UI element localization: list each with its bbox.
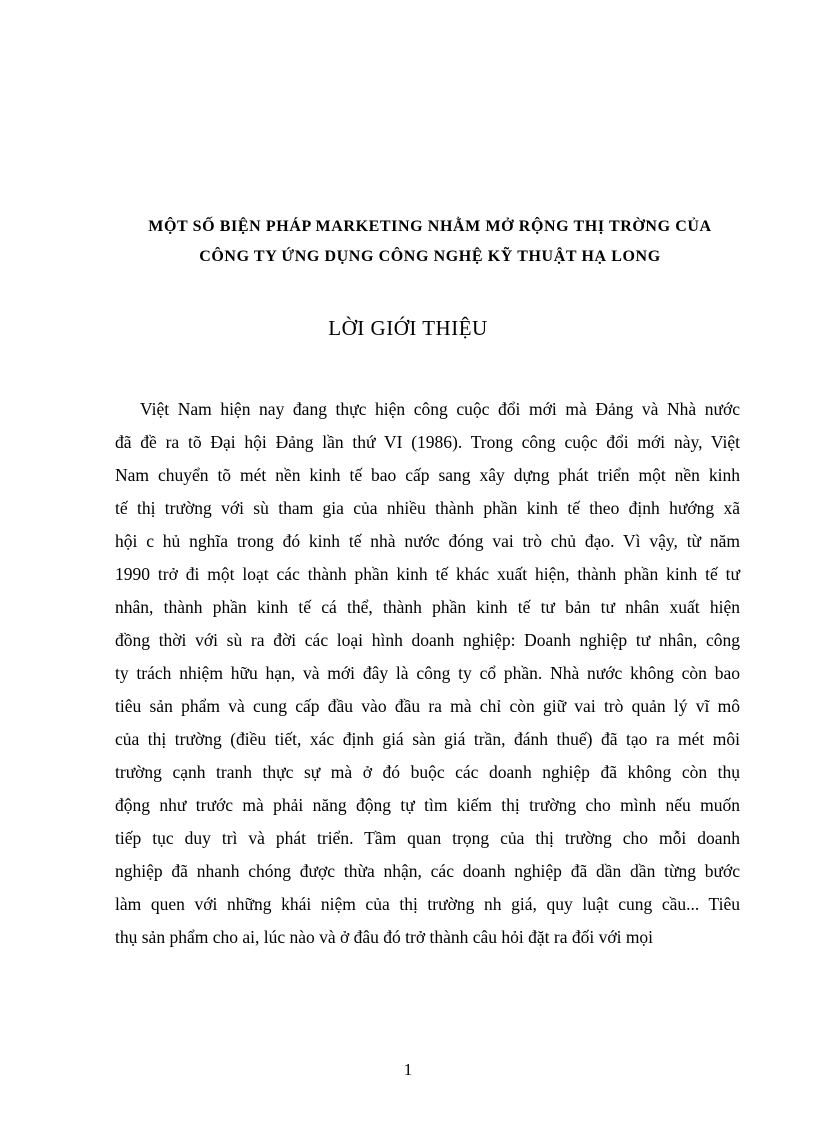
title-line: MỘT SỐ BIỆN PHÁP MARKETING NHẰM MỞ RỘNG THỊ TRỜNG CỦA (148, 218, 712, 235)
paragraph-line: tiếp tục duy trì và phát triển. Tầm quan trọng của thị trường cho mỗi doanh (115, 828, 740, 848)
paragraph-line: tế thị trường với sù tham gia của nhiều thành phần kinh tế theo định hướng xã (115, 498, 740, 518)
paragraph-line: đã đề ra tõ Đại hội Đảng lần thứ VI (1986). Trong công cuộc đổi mới này, Việt (115, 432, 740, 452)
document-title (110, 212, 750, 272)
paragraph-line: đồng thời với sù ra đời các loại hình doanh nghiệp: Doanh nghiệp tư nhân, công (115, 630, 740, 650)
paragraph-line: tiêu sản phẩm và cung cấp đầu vào đầu ra mà chỉ còn giữ vai trò quản lý vĩ mô (115, 696, 740, 716)
paragraph-line: nghiệp đã nhanh chóng được thừa nhận, các doanh nghiệp đã dần dần từng bước (115, 861, 740, 881)
paragraph-line: Nam chuyển tõ mét nền kinh tế bao cấp sang xây dựng phát triển một nền kinh (115, 465, 740, 485)
paragraph-line: ty trách nhiệm hữu hạn, và mới đây là công ty cổ phần. Nhà nước không còn bao (115, 663, 740, 683)
paragraph-line: của thị trường (điều tiết, xác định giá sàn giá trần, đánh thuế) đã tạo ra mét môi (115, 729, 740, 749)
paragraph-line: thụ sản phẩm cho ai, lúc nào và ở đâu đó trở thành câu hỏi đặt ra đối với mọi (115, 927, 654, 947)
paragraph-line: nhân, thành phần kinh tế cá thể, thành phần kinh tế tư bản tư nhân xuất hiện (115, 597, 740, 617)
paragraph-line: động như trước mà phải năng động tự tìm kiếm thị trường cho mình nếu muốn (115, 795, 740, 815)
page-number: 1 (403, 1060, 413, 1079)
title-line: CÔNG TY ỨNG DỤNG CÔNG NGHỆ KỸ THUẬT HẠ LONG (199, 248, 661, 265)
paragraph-line: làm quen với những khái niệm của thị trường nh giá, quy luật cung cầu... Tiêu (115, 894, 740, 914)
paragraph-line: 1990 trở đi một loạt các thành phần kinh tế khác xuất hiện, thành phần kinh tế tư (115, 564, 740, 584)
body-paragraph (115, 393, 740, 954)
paragraph-line: hội c hủ nghĩa trong đó kinh tế nhà nước đóng vai trò chủ đạo. Vì vậy, từ năm (115, 531, 740, 551)
paragraph-line: Việt Nam hiện nay đang thực hiện công cuộc đổi mới mà Đảng và Nhà nước (140, 399, 740, 419)
paragraph-line: trường cạnh tranh thực sự mà ở đó buộc các doanh nghiệp đã không còn thụ (115, 762, 740, 782)
section-heading: LỜI GIỚI THIỆU (328, 316, 488, 340)
